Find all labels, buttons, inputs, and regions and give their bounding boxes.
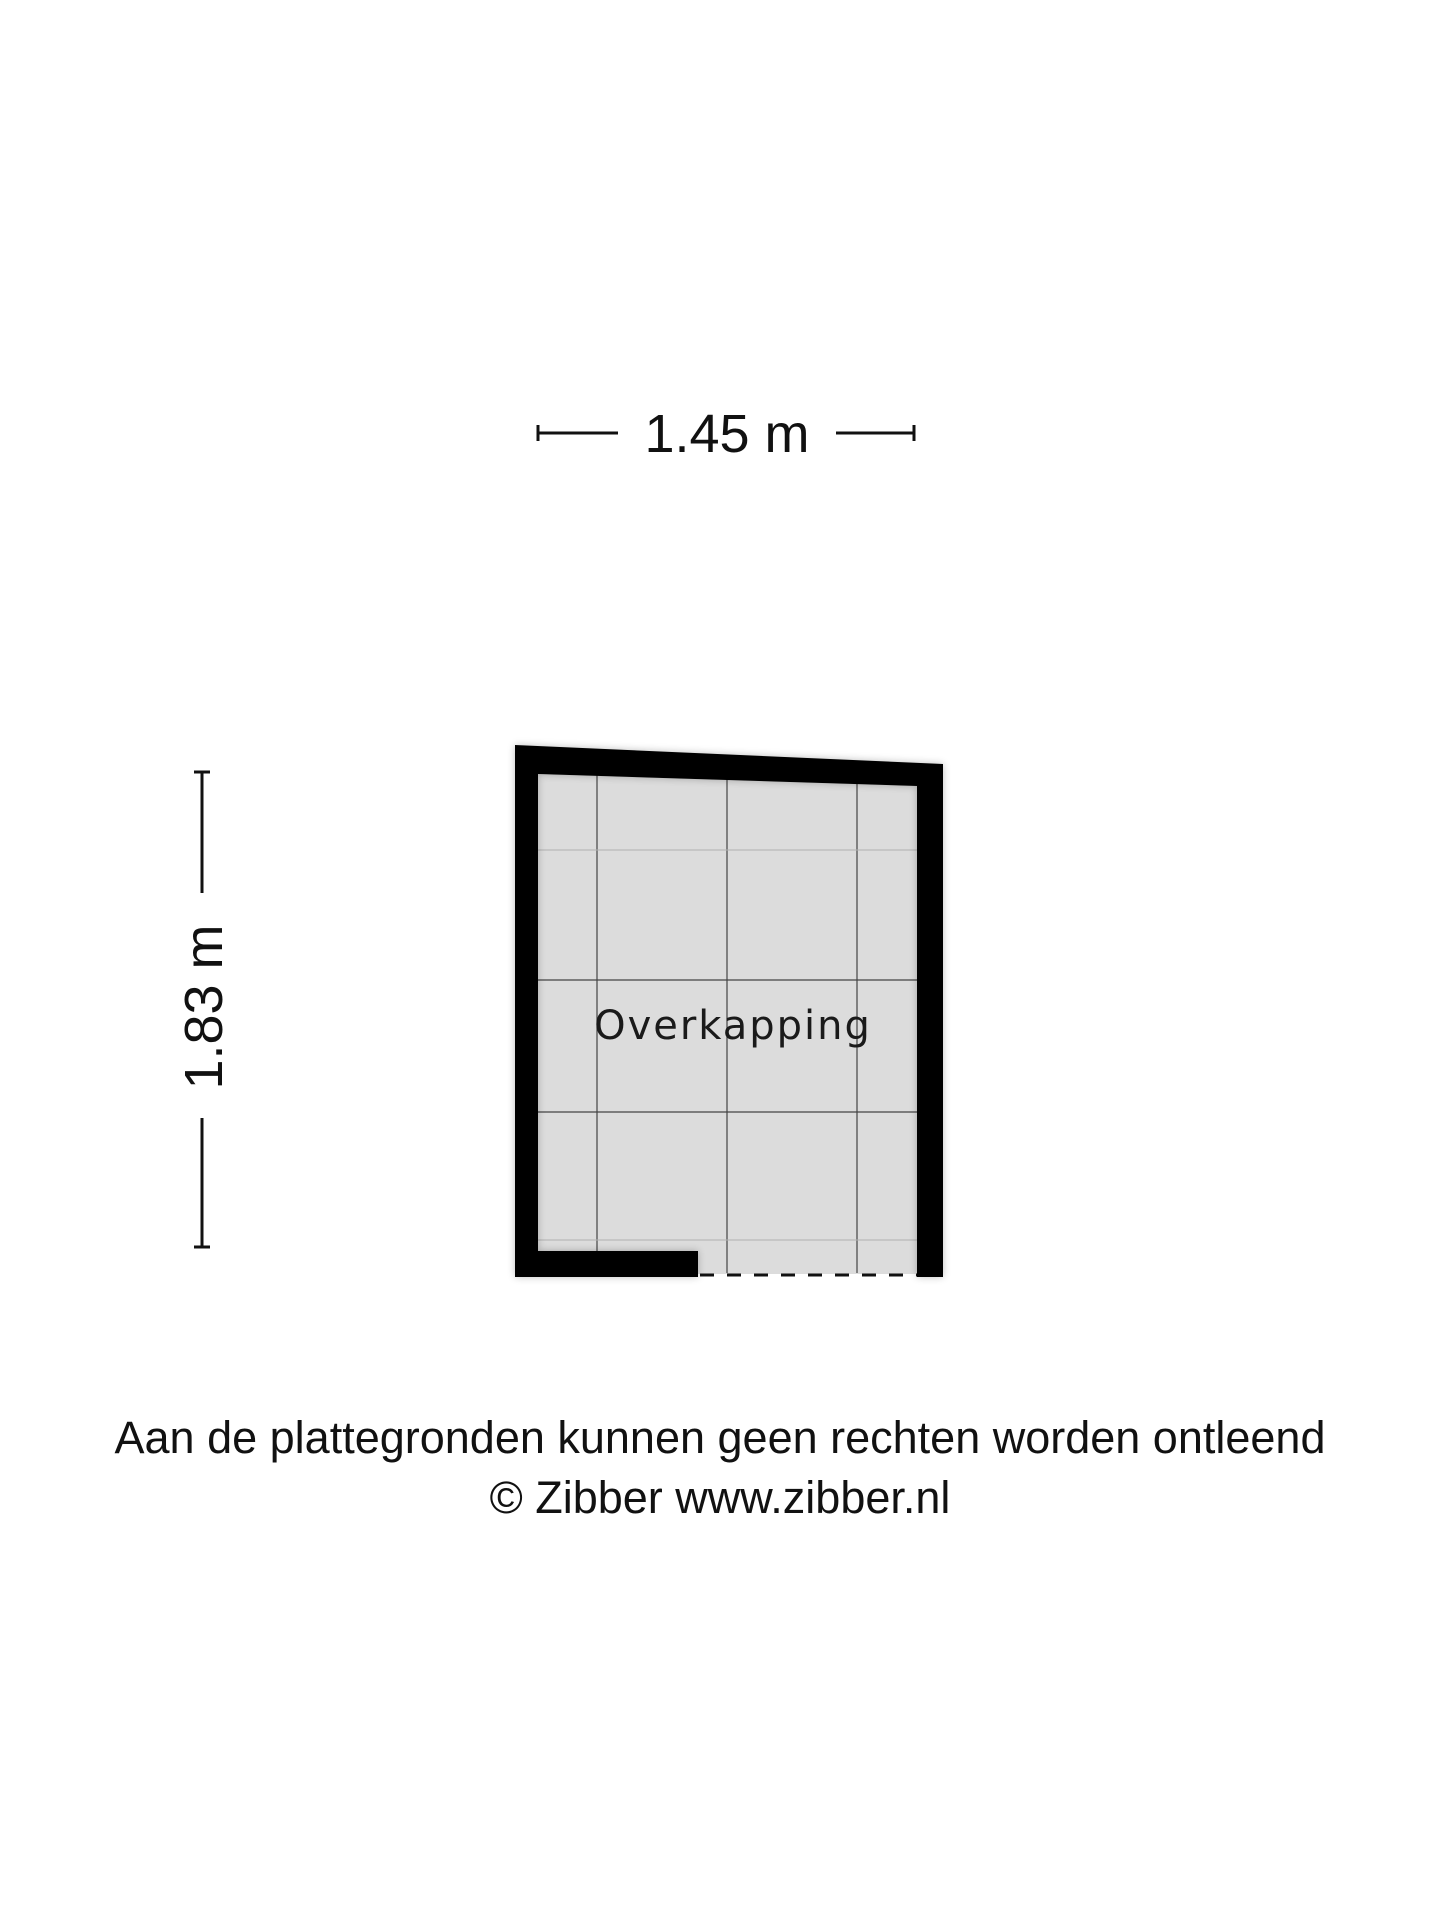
height-dimension xyxy=(174,772,234,1247)
width-dimension xyxy=(538,404,914,464)
width-dimension-label: 1.45 m xyxy=(644,404,810,464)
height-dimension-label: 1.83 m xyxy=(174,924,234,1090)
copyright-text: © Zibber www.zibber.nl xyxy=(489,1472,951,1523)
disclaimer-text: Aan de plattegronden kunnen geen rechten worden ontleend xyxy=(114,1412,1326,1463)
room-overkapping xyxy=(515,745,943,1277)
room-label: Overkapping xyxy=(594,1003,872,1049)
